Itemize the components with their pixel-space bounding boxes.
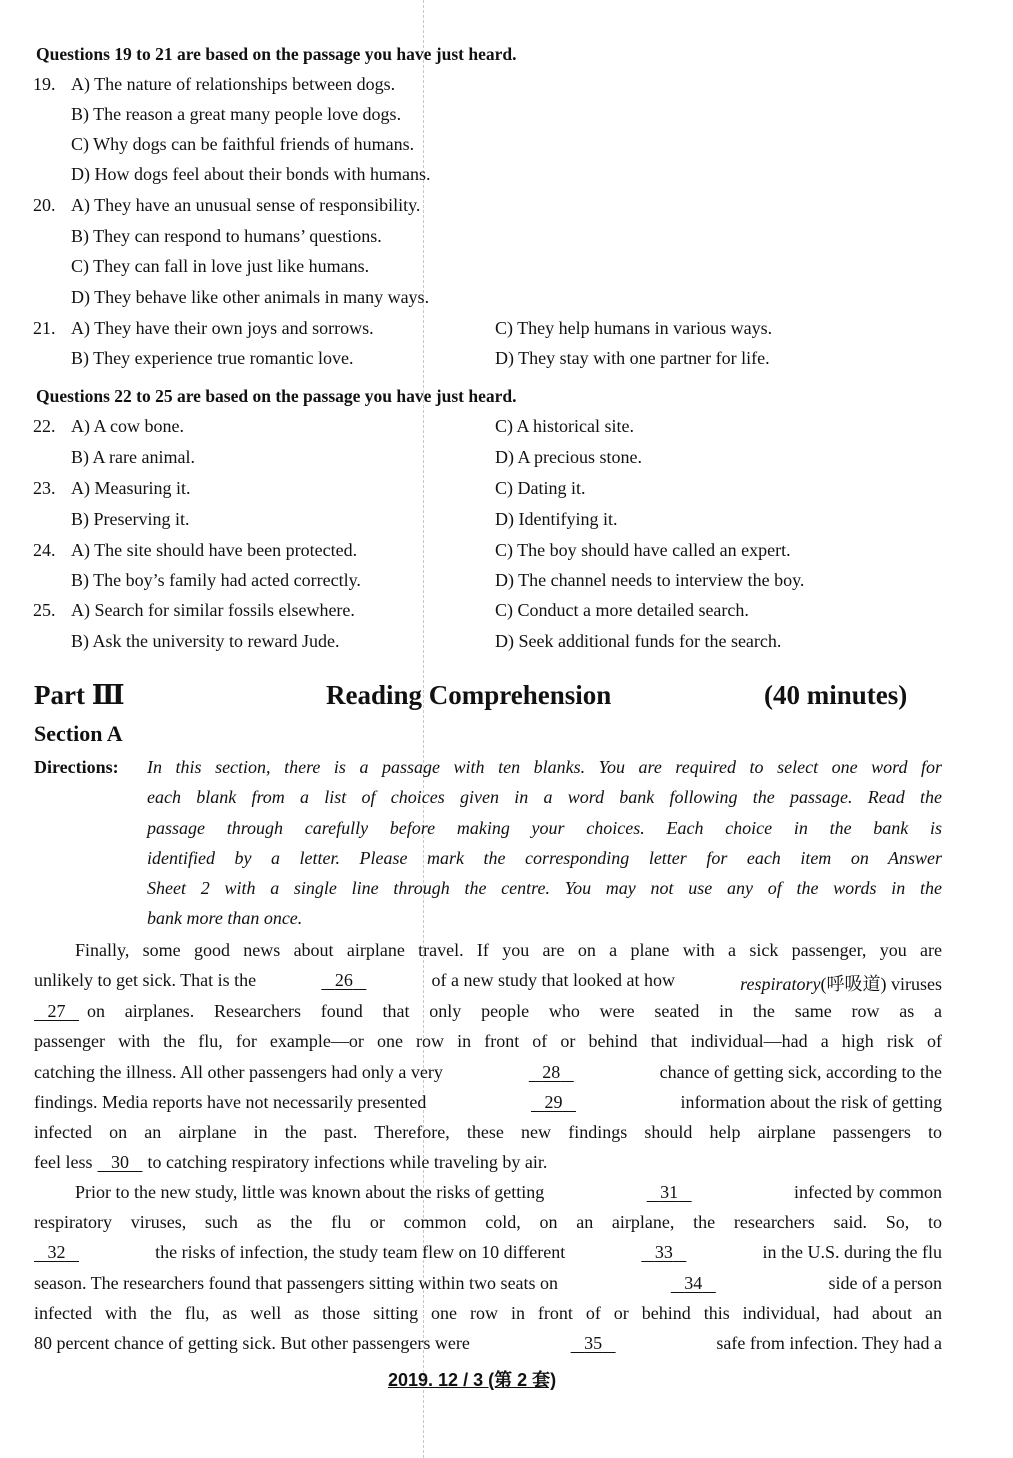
directions-line: identified by a letter. Please mark the corresponding letter for each item on Answer	[147, 848, 942, 868]
passage-text: passenger with the flu, for example—or one row in front of or behind that individual—had a high risk of	[34, 1031, 942, 1051]
questions-19-21-header: Questions 19 to 21 are based on the passage you have just heard.	[36, 44, 517, 64]
passage-line	[34, 1152, 942, 1173]
q21-number: 21.	[33, 318, 56, 338]
q21-option-a: A) They have their own joys and sorrows.	[71, 318, 374, 338]
blank-32: 32	[47, 1242, 66, 1262]
q25-option-d: D) Seek additional funds for the search.	[495, 631, 782, 651]
directions-line: Sheet 2 with a single line through the centre. You may not use any of the words in the	[147, 878, 942, 898]
q25-number: 25.	[33, 600, 56, 620]
passage-line	[34, 1303, 942, 1324]
blank-29: 29	[544, 1092, 563, 1112]
blank-34: 34	[684, 1273, 703, 1293]
passage-line	[34, 1242, 942, 1263]
passage-text: infected on an airplane in the past. Therefore, these new findings should help airplane passengers to	[34, 1122, 942, 1142]
q25-option-a: A) Search for similar fossils elsewhere.	[71, 600, 355, 620]
passage-line	[34, 970, 942, 996]
passage-text: findings. Media reports have not necessarily presented	[34, 1092, 427, 1112]
blank-26: 26	[334, 970, 353, 990]
passage-line	[75, 940, 942, 961]
passage-text: infected with the flu, as well as those sitting one row in front of or behind this individual, had about an	[34, 1303, 942, 1323]
passage-text: Finally, some good news about airplane travel. If you are on a plane with a sick passenger, you are	[75, 940, 942, 960]
q23-option-b: B) Preserving it.	[71, 509, 190, 529]
q19-option-a: A) The nature of relationships between dogs.	[71, 74, 396, 94]
blank-35: 35	[584, 1333, 603, 1353]
passage-line	[34, 1333, 942, 1354]
q24-number: 24.	[33, 540, 56, 560]
passage-text: chance of getting sick, according to the	[659, 1062, 942, 1082]
passage-line	[34, 1273, 942, 1294]
q21-option-c: C) They help humans in various ways.	[495, 318, 773, 338]
directions-label: Directions:	[34, 757, 119, 777]
q23-option-c: C) Dating it.	[495, 478, 586, 498]
passage-text: of a new study that looked at how	[431, 970, 675, 990]
passage-line	[34, 1092, 942, 1113]
passage-text: safe from infection. They had a	[716, 1333, 942, 1353]
questions-22-25-header: Questions 22 to 25 are based on the passage you have just heard.	[36, 386, 517, 406]
q22-option-c: C) A historical site.	[495, 416, 634, 436]
part-title: Reading Comprehension	[326, 680, 612, 710]
passage-text: infected by common	[794, 1182, 942, 1202]
q22-option-b: B) A rare animal.	[71, 447, 195, 467]
q24-option-c: C) The boy should have called an expert.	[495, 540, 791, 560]
directions-line: passage through carefully before making your choices. Each choice in the bank is	[147, 818, 942, 838]
q23-option-d: D) Identifying it.	[495, 509, 618, 529]
passage-text: information about the risk of getting	[680, 1092, 942, 1112]
passage-text: catching the illness. All other passengers had only a very	[34, 1062, 443, 1082]
q23-number: 23.	[33, 478, 56, 498]
q23-option-a: A) Measuring it.	[71, 478, 191, 498]
passage-text: the risks of infection, the study team flew on 10 different	[155, 1242, 566, 1262]
passage-text: side of a person	[828, 1273, 942, 1293]
q24-option-a: A) The site should have been protected.	[71, 540, 358, 560]
q19-number: 19.	[33, 74, 56, 94]
passage-text: on airplanes. Researchers found that only people who were seated in the same row as a	[87, 1001, 942, 1021]
q19-option-b: B) The reason a great many people love dogs.	[71, 104, 402, 124]
blank-33: 33	[654, 1242, 673, 1262]
q22-number: 22.	[33, 416, 56, 436]
passage-italic-word: respiratory	[740, 974, 821, 994]
blank-30: 30	[110, 1152, 129, 1172]
q24-option-b: B) The boy’s family had acted correctly.	[71, 570, 361, 590]
q24-option-d: D) The channel needs to interview the boy.	[495, 570, 805, 590]
q22-option-d: D) A precious stone.	[495, 447, 642, 467]
section-title: Section A	[34, 721, 123, 746]
part-label: Part Ⅲ	[34, 680, 125, 710]
passage-text: respiratory viruses, such as the flu or common cold, on an airplane, the researchers said. So, to	[34, 1212, 942, 1232]
passage-text: in the U.S. during the flu	[762, 1242, 942, 1262]
directions-line: bank more than once.	[147, 908, 303, 928]
passage-text: feel less	[34, 1152, 93, 1172]
q20-option-b: B) They can respond to humans’ questions.	[71, 226, 382, 246]
passage-line	[34, 1212, 942, 1233]
directions-line: each blank from a list of choices given in a word bank following the passage. Read the	[147, 787, 942, 807]
passage-line	[34, 1122, 942, 1143]
passage-text: unlikely to get sick. That is the	[34, 970, 257, 990]
passage-text: Prior to the new study, little was known about the risks of getting	[75, 1182, 545, 1202]
q20-option-a: A) They have an unusual sense of responsibility.	[71, 195, 421, 215]
passage-line	[34, 1062, 942, 1083]
passage-line	[34, 1031, 942, 1052]
q19-option-c: C) Why dogs can be faithful friends of humans.	[71, 134, 415, 154]
passage-text: to catching respiratory infections while traveling by air.	[147, 1152, 548, 1172]
blank-27: 27	[47, 1001, 66, 1021]
part-time: (40 minutes)	[764, 680, 908, 710]
blank-28: 28	[542, 1062, 561, 1082]
passage-text: season. The researchers found that passengers sitting within two seats on	[34, 1273, 559, 1293]
q19-option-d: D) How dogs feel about their bonds with humans.	[71, 164, 431, 184]
page-footer: 2019. 12 / 3 (第 2 套)	[388, 1370, 557, 1390]
q25-option-c: C) Conduct a more detailed search.	[495, 600, 749, 620]
q21-option-d: D) They stay with one partner for life.	[495, 348, 770, 368]
passage-line	[34, 1001, 942, 1022]
q21-option-b: B) They experience true romantic love.	[71, 348, 354, 368]
blank-31: 31	[660, 1182, 679, 1202]
q20-option-c: C) They can fall in love just like humans.	[71, 256, 370, 276]
q22-option-a: A) A cow bone.	[71, 416, 184, 436]
q20-number: 20.	[33, 195, 56, 215]
fold-line	[423, 0, 424, 1458]
passage-text: (呼吸道) viruses	[820, 974, 942, 994]
passage-line	[75, 1182, 942, 1203]
q25-option-b: B) Ask the university to reward Jude.	[71, 631, 340, 651]
q20-option-d: D) They behave like other animals in many ways.	[71, 287, 430, 307]
passage-text: 80 percent chance of getting sick. But other passengers were	[34, 1333, 470, 1353]
directions-line: In this section, there is a passage with ten blanks. You are required to select one word for	[147, 757, 942, 777]
